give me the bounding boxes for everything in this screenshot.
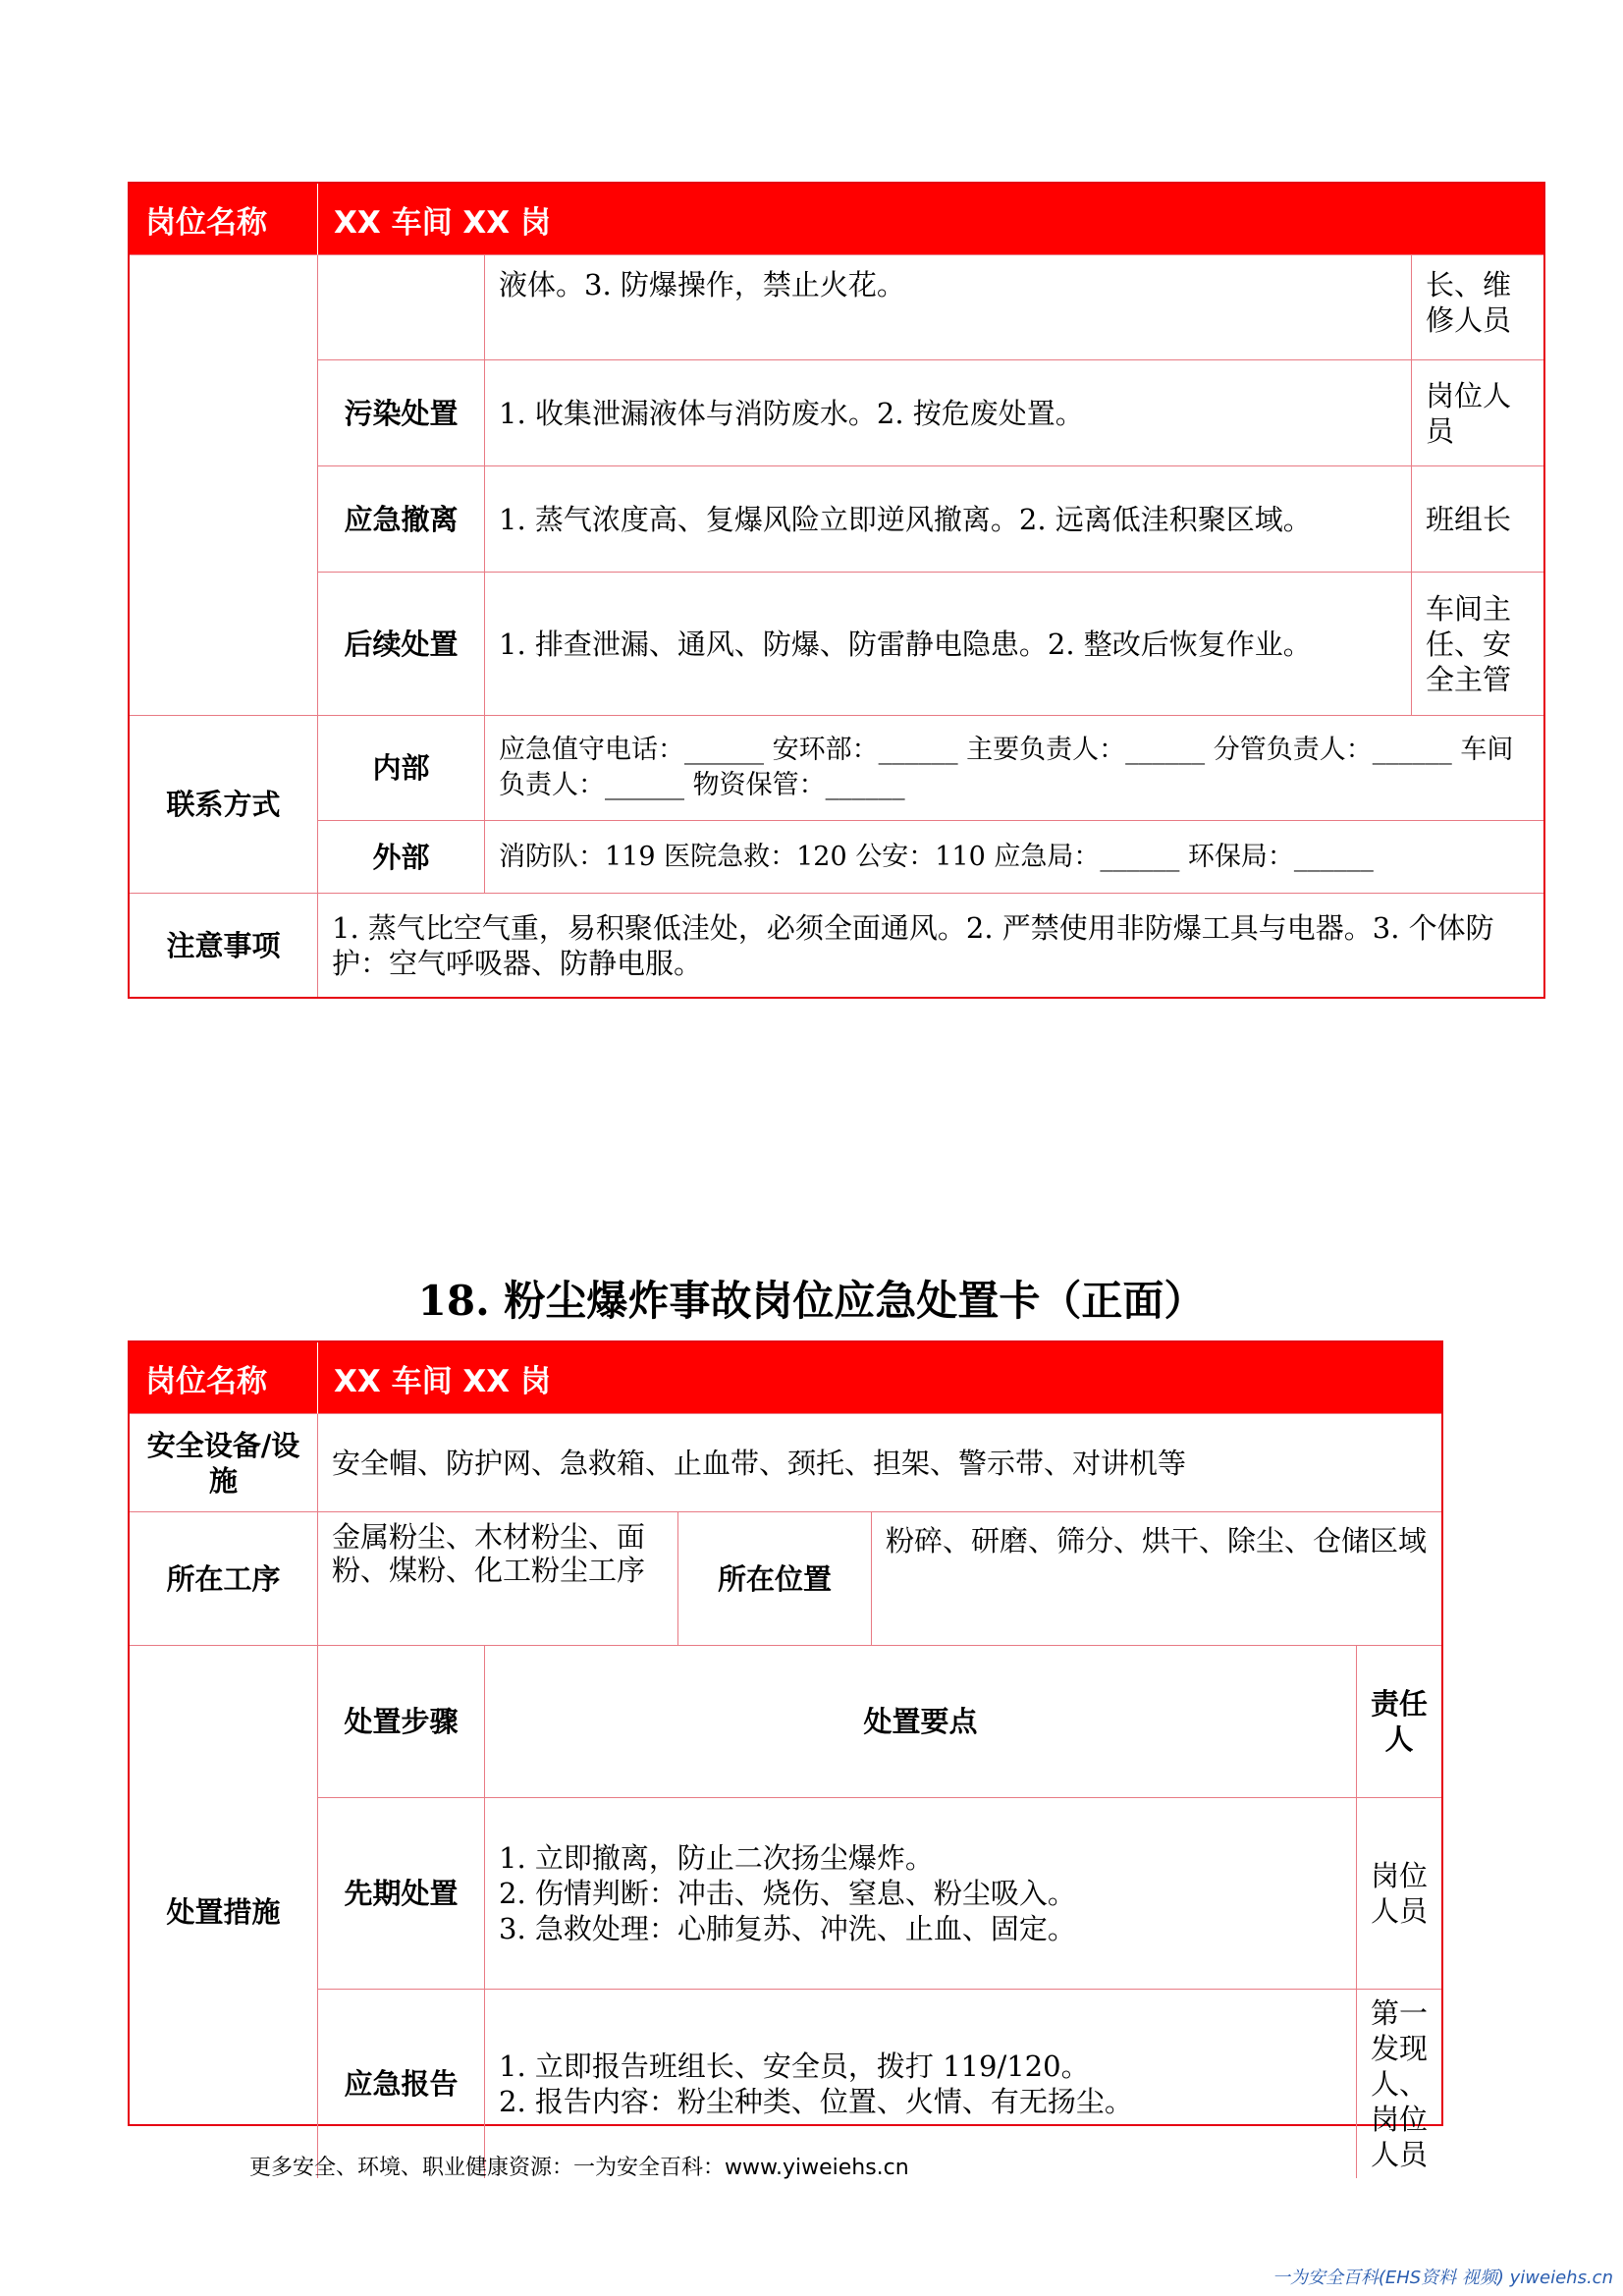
card1-continue-person: 长、维修人员 [1412, 255, 1543, 360]
card1-notes-label: 注意事项 [130, 894, 318, 997]
card2-location-value: 粉碎、研磨、筛分、烘干、除尘、仓储区域 [872, 1512, 1441, 1646]
card2-col-person: 责任人 [1357, 1646, 1441, 1798]
card2-equipment-value: 安全帽、防护网、急救箱、止血带、颈托、担架、警示带、对讲机等 [318, 1414, 1441, 1512]
card2-initial-point: 3. 急救处理：心肺复苏、冲洗、止血、固定。 [499, 1912, 1076, 1945]
card2-report-point: 2. 报告内容：粉尘种类、位置、火情、有无扬尘。 [499, 2085, 1133, 2118]
card2-initial-point: 2. 伤情判断：冲击、烧伤、窒息、粉尘吸入。 [499, 1877, 1076, 1910]
card2-measures-label: 处置措施 [130, 1646, 318, 2178]
card1-contact-label: 联系方式 [130, 716, 318, 894]
card1-evacuate-person: 班组长 [1412, 466, 1543, 573]
card2-initial-person: 岗位人员 [1357, 1798, 1441, 1990]
card1-table [128, 182, 1545, 999]
card2-step-initial: 先期处置 [318, 1798, 485, 1990]
card1-step-pollution: 污染处置 [318, 360, 485, 466]
card1-followup-content: 1. 排查泄漏、通风、防爆、防雷静电隐患。2. 整改后恢复作业。 [485, 573, 1412, 716]
card2-report-person: 第一发现人、岗位人员 [1371, 1996, 1429, 2171]
card1-header-label: 岗位名称 [130, 184, 318, 255]
card1-contact-internal-label: 内部 [318, 716, 485, 821]
card2-process-value: 金属粉尘、木材粉尘、面粉、煤粉、化工粉尘工序 [318, 1512, 678, 1646]
card2-header-value: XX 车间 XX 岗 [318, 1342, 1441, 1414]
watermark-text: 一为安全百科(EHS资料 视频) yiweiehs.cn [1271, 2268, 1613, 2288]
card1-contact-internal-content: 应急值守电话：______ 安环部：______ 主要负责人：______ 分管负责人：______ 车间负责人：______ 物资保管：______ [485, 716, 1543, 821]
card1-notes-content: 1. 蒸气比空气重，易积聚低洼处，必须全面通风。2. 严禁使用非防爆工具与电器。3. 个体防护：空气呼吸器、防静电服。 [332, 910, 1494, 980]
card2-process-label: 所在工序 [130, 1512, 318, 1646]
card2-title: 18. 粉尘爆炸事故岗位应急处置卡（正面） [417, 1277, 1206, 1325]
card1-pollution-content: 1. 收集泄漏液体与消防废水。2. 按危废处置。 [485, 360, 1412, 466]
card2-col-step: 处置步骤 [318, 1646, 485, 1798]
card2-header-label: 岗位名称 [130, 1342, 318, 1414]
card2-step-report: 应急报告 [318, 1990, 485, 2178]
card1-header-value: XX 车间 XX 岗 [318, 184, 1543, 255]
card1-measures-continued-cell [130, 255, 318, 716]
card1-step-evacuate: 应急撤离 [318, 466, 485, 573]
card2-col-points: 处置要点 [485, 1646, 1357, 1798]
card1-contact-external-content: 消防队：119 医院急救：120 公安：110 应急局：______ 环保局：______ [485, 821, 1543, 894]
card1-continue-content: 液体。3. 防爆操作，禁止火花。 [485, 255, 1412, 360]
card1-contact-external-label: 外部 [318, 821, 485, 894]
card1-step-continued-cell [318, 255, 485, 360]
card2-report-point: 1. 立即报告班组长、安全员，拨打 119/120。 [499, 2050, 1090, 2083]
card1-pollution-person: 岗位人员 [1412, 360, 1543, 466]
card2-equipment-label: 安全设备/设施 [130, 1414, 318, 1512]
card1-followup-person: 车间主任、安全主管 [1412, 573, 1543, 716]
card2-initial-points [485, 1798, 1357, 1990]
footer-resource-line: 更多安全、环境、职业健康资源：一为安全百科：www.yiweiehs.cn [249, 2156, 909, 2180]
card2-location-label: 所在位置 [678, 1512, 872, 1646]
card1-evacuate-content: 1. 蒸气浓度高、复爆风险立即逆风撤离。2. 远离低洼积聚区域。 [485, 466, 1412, 573]
card2-initial-point: 1. 立即撤离，防止二次扬尘爆炸。 [499, 1841, 934, 1875]
card1-step-followup: 后续处置 [318, 573, 485, 716]
